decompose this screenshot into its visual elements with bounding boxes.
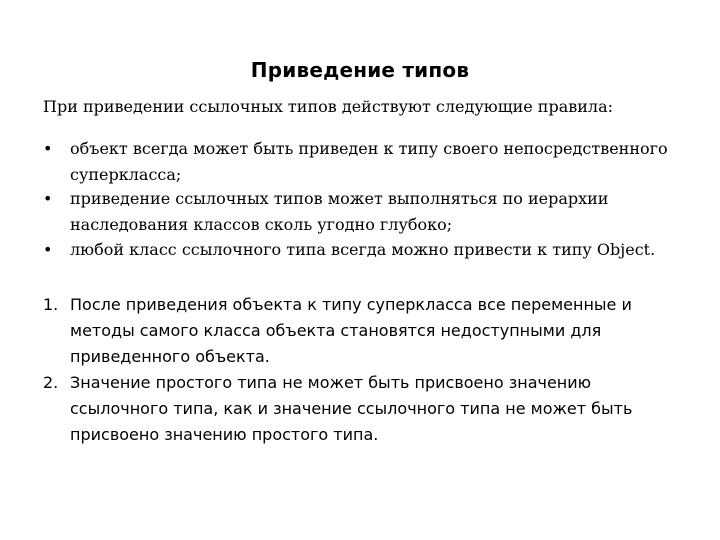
slide-title: Приведение типов xyxy=(250,58,470,82)
numbered-marker: 2. xyxy=(43,373,59,392)
numbered-marker: 1. xyxy=(43,295,59,314)
bullet-text: объект всегда может быть приведен к типу своего непосредственного суперкласса; xyxy=(70,139,668,184)
bullet-icon: • xyxy=(43,240,53,259)
numbered-text: После приведения объекта к типу суперкласса все переменные и методы самого класса объекта становятся недоступными для приведенного объекта. xyxy=(70,295,632,366)
bullet-text: любой класс ссылочного типа всегда можно привести к типу Object. xyxy=(70,240,656,259)
intro-text: При приведении ссылочных типов действуют следующие правила: xyxy=(43,97,614,116)
numbered-text: Значение простого типа не может быть присвоено значению ссылочного типа, как и значение ссылочного типа не может быть присвоено значению простого типа. xyxy=(70,373,633,444)
bullet-icon: • xyxy=(43,189,53,208)
bullet-text: приведение ссылочных типов может выполняться по иерархии наследования классов сколь угодно глубоко; xyxy=(70,189,609,234)
bullet-icon: • xyxy=(43,139,53,158)
